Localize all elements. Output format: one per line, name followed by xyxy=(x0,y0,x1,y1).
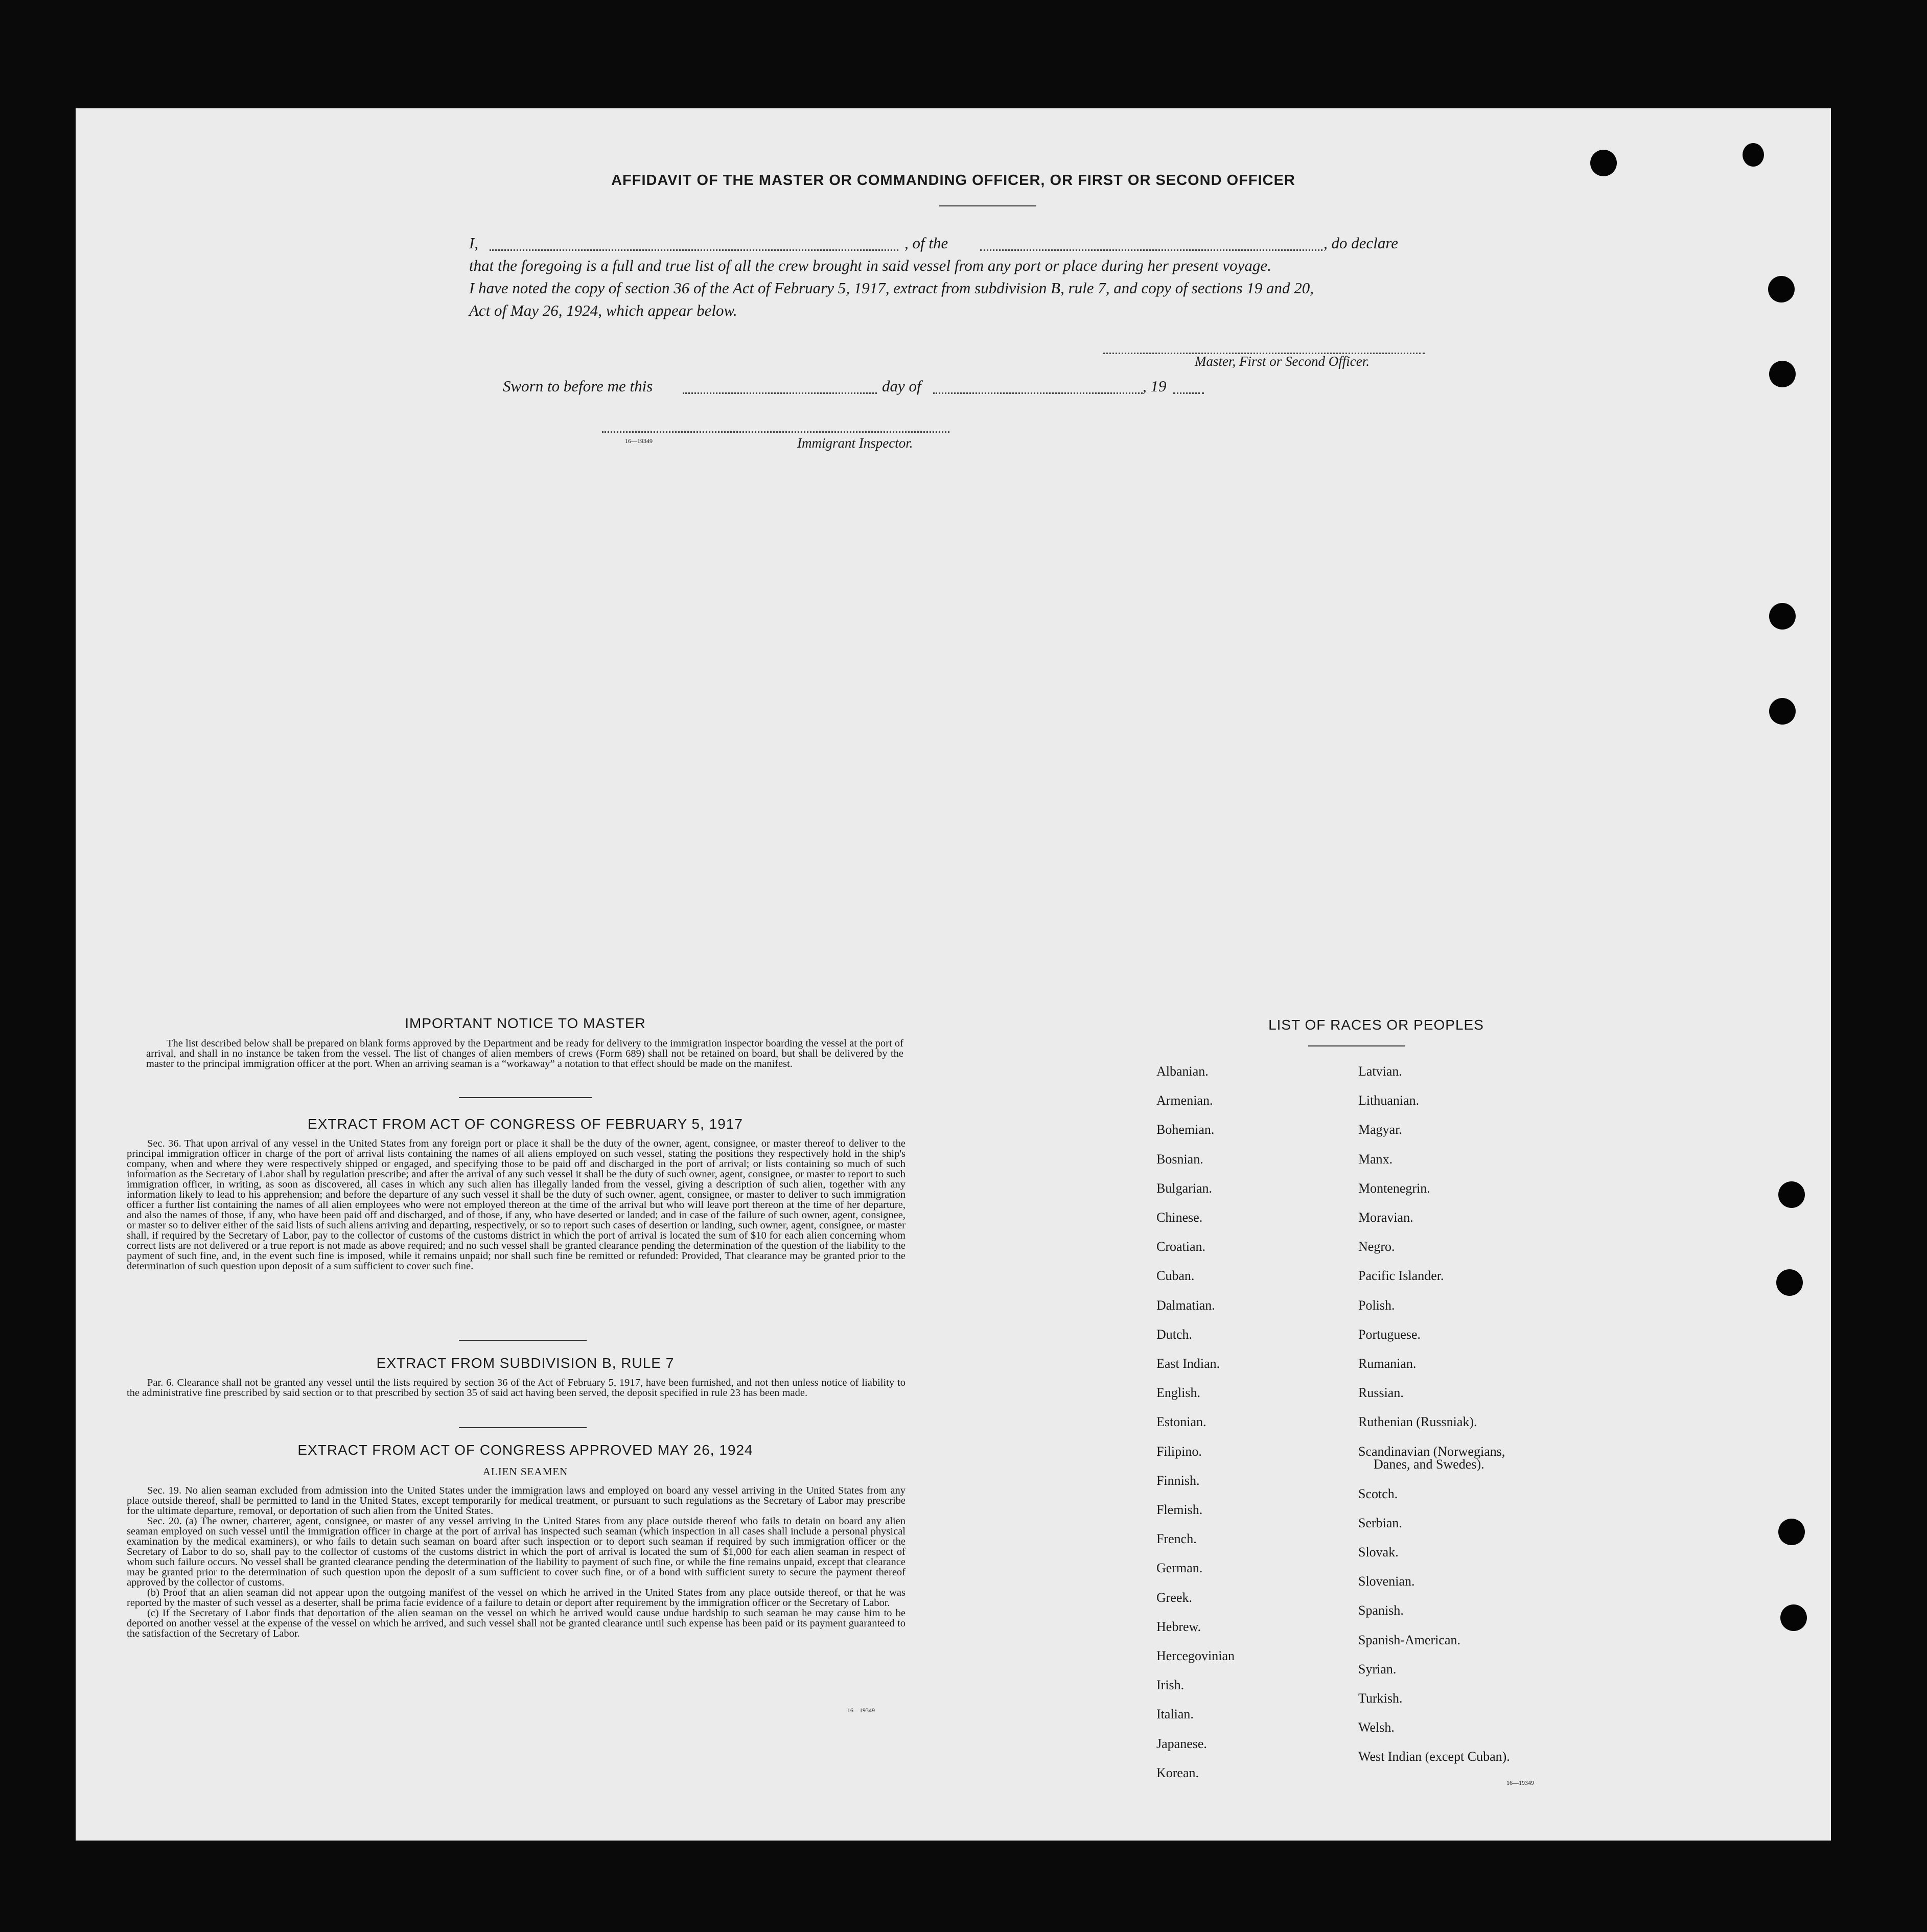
race-item: English. xyxy=(1156,1385,1200,1401)
year-blank[interactable] xyxy=(1173,392,1204,394)
affidavit-i: I, xyxy=(469,234,479,252)
binder-hole xyxy=(1778,1181,1805,1208)
binder-hole xyxy=(1780,1604,1807,1631)
race-item: Greek. xyxy=(1156,1590,1193,1605)
rule7-rule xyxy=(459,1427,587,1428)
races-heading: LIST OF RACES OR PEOPLES xyxy=(1268,1017,1484,1033)
race-item: Scotch. xyxy=(1358,1486,1398,1501)
race-item: Serbian. xyxy=(1358,1515,1402,1530)
race-item: Slovenian. xyxy=(1358,1574,1415,1589)
race-item: Bohemian. xyxy=(1156,1122,1215,1137)
extract-1917-rule xyxy=(459,1340,587,1341)
race-item: German. xyxy=(1156,1561,1203,1576)
month-blank[interactable] xyxy=(933,392,1143,394)
affidavit-title: AFFIDAVIT OF THE MASTER OR COMMANDING OFFICER, OR FIRST OR SECOND OFFICER xyxy=(611,172,1295,189)
extract-1917-heading: EXTRACT FROM ACT OF CONGRESS OF FEBRUARY 5, 1917 xyxy=(308,1116,743,1132)
binder-hole xyxy=(1776,1269,1803,1296)
race-item: Albanian. xyxy=(1156,1064,1209,1079)
race-item: Bulgarian. xyxy=(1156,1180,1213,1196)
race-item: Spanish-American. xyxy=(1358,1632,1461,1647)
race-item: Hebrew. xyxy=(1156,1619,1201,1634)
binder-hole xyxy=(1768,276,1795,302)
sworn-line xyxy=(503,377,1218,395)
binder-hole xyxy=(1769,603,1796,630)
race-item: Chinese. xyxy=(1156,1210,1203,1225)
affidavit-line-1 xyxy=(469,234,1430,252)
race-item: Italian. xyxy=(1156,1707,1194,1722)
race-item: Estonian. xyxy=(1156,1414,1206,1430)
race-item: Armenian. xyxy=(1156,1093,1213,1108)
race-item: Negro. xyxy=(1358,1239,1395,1254)
race-item: Korean. xyxy=(1156,1765,1199,1780)
notice-rule xyxy=(459,1097,592,1098)
race-item: Rumanian. xyxy=(1358,1356,1417,1371)
race-item: Slovak. xyxy=(1358,1544,1399,1559)
affidavit-line-4: Act of May 26, 1924, which appear below. xyxy=(469,301,737,319)
race-item: West Indian (except Cuban). xyxy=(1358,1749,1510,1764)
race-item: Ruthenian (Russniak). xyxy=(1358,1414,1477,1430)
race-item: Dalmatian. xyxy=(1156,1297,1215,1313)
extract-form-number: 16—19349 xyxy=(847,1707,875,1714)
extract-1924-heading: EXTRACT FROM ACT OF CONGRESS APPROVED MAY 26, 1924 xyxy=(297,1442,753,1458)
year-prefix: , 19 xyxy=(1143,377,1167,395)
rule7-heading: EXTRACT FROM SUBDIVISION B, RULE 7 xyxy=(376,1355,675,1371)
race-item: Lithuanian. xyxy=(1358,1093,1420,1108)
race-item: Irish. xyxy=(1156,1678,1185,1693)
race-item: Magyar. xyxy=(1358,1122,1402,1137)
race-item: Montenegrin. xyxy=(1358,1180,1430,1196)
binder-hole xyxy=(1769,698,1796,725)
races-form-number: 16—19349 xyxy=(1506,1779,1534,1786)
name-blank[interactable] xyxy=(490,249,898,251)
title-rule xyxy=(939,205,1036,206)
race-item: Filipino. xyxy=(1156,1444,1202,1459)
sec20b-text: (b) Proof that an alien seaman did not appear upon the outgoing manifest of the vessel on which he arrived in the United States from any place outside thereof, or that he was reported by the master of such vessel as a deserter, shall be prima facie evidence of a failure to detain or deport after requirement by the immigration officer or the Secretary of Labor. xyxy=(127,1587,906,1609)
extract-1917-text: Sec. 36. That upon arrival of any vessel in the United States from any foreign port or place it shall be the duty of the owner, agent, consignee, or master thereof to deliver to the principal immigration officer in charge of the port of arrival lists containing the names of all aliens employed on such vessel, stating the positions they respectively hold in the ship's company, when and where they were respectively shipped or engaged, and specifying those to be paid off and discharged in the port of arrival; or lists containing so much of such information as the Secretary of Labor shall by regulation prescribe; and after the arrival of any such vessel it shall be the duty of such owner, agent, consignee, or master to report to such immigration officer, in writing, as soon as discovered, all cases in which any such alien has illegally landed from the vessel, giving a description of such alien, together with any information likely to lead to his apprehension; and before the departure of any such vessel it shall be the duty of such owner, agent, consignee, or master to deliver to such immigration officer a further list containing the names of all alien employees who were not employed thereon at the time of the arrival but who will leave port thereon at the time of her departure, and also the names of those, if any, who have been paid off and discharged, and of those, if any, who have deserted or landed; and in case of the failure of such owner, agent, consignee, or master so to deliver either of the said lists of such aliens arriving and departing, respectively, or so to report such cases of desertion or landing, such owner, agent, consignee, or master shall, if required by the Secretary of Labor, pay to the collector of customs of the customs district in which the port of arrival is located the sum of $10 for each alien concerning whom correct lists are not delivered or a true report is not made as above required; and no such vessel shall be granted clearance pending the determination of the question of the liability to the payment of such fine, and, in the event such fine is imposed, while it remains unpaid; nor shall such fine be remitted or refunded: Provided, That clearance may be granted prior to the determination of such question upon deposit of a sum sufficient to cover such fine. xyxy=(127,1138,906,1272)
race-item: Croatian. xyxy=(1156,1239,1206,1254)
binder-hole xyxy=(1590,150,1617,176)
race-item: Hercegovinian xyxy=(1156,1648,1235,1663)
race-item: Moravian. xyxy=(1358,1210,1413,1225)
race-item: Polish. xyxy=(1358,1297,1395,1313)
race-item: Manx. xyxy=(1358,1151,1393,1167)
binder-hole xyxy=(1743,143,1764,167)
day-of-text: day of xyxy=(882,377,921,395)
inspector-signature-blank[interactable] xyxy=(602,431,949,433)
affidavit-line-3: I have noted the copy of section 36 of the Act of February 5, 1917, extract from subdivision B, rule 7, and copy of sections 19 and 20, xyxy=(469,279,1314,297)
inspector-caption: Immigrant Inspector. xyxy=(797,435,913,451)
affidavit-form-number: 16—19349 xyxy=(625,437,653,445)
race-item: Turkish. xyxy=(1358,1690,1403,1706)
race-item: Portuguese. xyxy=(1358,1326,1421,1342)
race-item: Scandinavian (Norwegians, xyxy=(1358,1444,1505,1459)
race-item: Welsh. xyxy=(1358,1720,1395,1735)
affidavit-of-the: , of the xyxy=(904,234,948,252)
race-item: Latvian. xyxy=(1358,1064,1402,1079)
form-page xyxy=(76,108,1831,1841)
race-item: French. xyxy=(1156,1531,1197,1547)
race-item: East Indian. xyxy=(1156,1356,1220,1371)
affidavit-line-2: that the foregoing is a full and true list of all the crew brought in said vessel from any port or place during her present voyage. xyxy=(469,257,1271,274)
race-item: Russian. xyxy=(1358,1385,1404,1401)
sec20a-text: Sec. 20. (a) The owner, charterer, agent, consignee, or master of any vessel arriving in the United States from any place outside thereof who fails to detain on board any alien seaman employed on such vessel until the immigration officer in charge at the port of arrival has inspected such seaman (which inspection in all cases shall include a personal physical examination by the medical examiners), or who fails to detain such seaman on board after such inspection or to deport such seaman if required by such immigration officer or the Secretary of Labor to do so, shall pay to the collector of customs of the customs district in which the port of arrival is located the sum of $1,000 for each alien seaman in respect of whom such failure occurs. No vessel shall be granted clearance pending the determination of the liability to payment of such fine, or while the fine remains unpaid, except that clearance may be granted prior to the determination of such question upon the deposit of a sum sufficient to cover such fine, or of a bond with sufficient surety to secure the payment thereof approved by the collector of customs. xyxy=(127,1516,906,1588)
binder-hole xyxy=(1769,361,1796,387)
notice-text: The list described below shall be prepared on blank forms approved by the Department and be ready for delivery to the immigration inspector boarding the vessel at the port of arrival, and shall in no instance be taken from the vessel. The list of changes of alien members of crews (Form 689) shall not be retained on board, but shall be delivered by the master to the principal immigration officer at the port. When an arriving seaman is a “workaway” a notation to that effect should be made on the manifest. xyxy=(146,1038,903,1069)
race-item: Japanese. xyxy=(1156,1736,1207,1751)
vessel-blank[interactable] xyxy=(980,249,1322,251)
affidavit-declare: , do declare xyxy=(1324,234,1399,252)
master-caption: Master, First or Second Officer. xyxy=(1195,354,1369,369)
sec20c-text: (c) If the Secretary of Labor finds that deportation of the alien seaman on the vessel on which he arrived would cause undue hardship to such seaman he may cause him to be deported on another vessel at the expense of the vessel on which he arrived, and such vessel shall not be granted clearance until such expense has been paid or its payment guaranteed to the satisfaction of the Secretary of Labor. xyxy=(127,1608,906,1639)
alien-seamen-subheading: ALIEN SEAMEN xyxy=(482,1465,568,1478)
notice-heading: IMPORTANT NOTICE TO MASTER xyxy=(405,1015,646,1031)
day-blank[interactable] xyxy=(683,392,877,394)
extract-1924-body xyxy=(127,1485,906,1639)
race-item: Pacific Islander. xyxy=(1358,1268,1444,1284)
sec19-text: Sec. 19. No alien seaman excluded from admission into the United States under the immigration laws and employed on board any vessel arriving in the United States from any place outside thereof, shall be permitted to land in the United States, except temporarily for medical treatment, or pursuant to such regulations as the Secretary of Labor may prescribe for the ultimate departure, removal, or deportation of such alien from the United States. xyxy=(127,1485,906,1517)
sworn-text: Sworn to before me this xyxy=(503,377,653,395)
races-rule xyxy=(1308,1045,1405,1046)
race-item: Bosnian. xyxy=(1156,1151,1203,1167)
race-item: Cuban. xyxy=(1156,1268,1195,1284)
race-item: Finnish. xyxy=(1156,1473,1200,1488)
race-item: Dutch. xyxy=(1156,1326,1193,1342)
race-item: Syrian. xyxy=(1358,1661,1397,1677)
race-item: Flemish. xyxy=(1156,1502,1203,1517)
race-item: Danes, and Swedes). xyxy=(1374,1457,1484,1472)
rule7-text: Par. 6. Clearance shall not be granted any vessel until the lists required by section 36 of the Act of February 5, 1917, have been furnished, and not then unless notice of liability to the administrative fine prescribed by said section or to that prescribed by section 35 of said act having been served, the deposit specified in rule 23 has been made. xyxy=(127,1377,906,1399)
binder-hole xyxy=(1778,1519,1805,1545)
race-item: Spanish. xyxy=(1358,1603,1404,1618)
